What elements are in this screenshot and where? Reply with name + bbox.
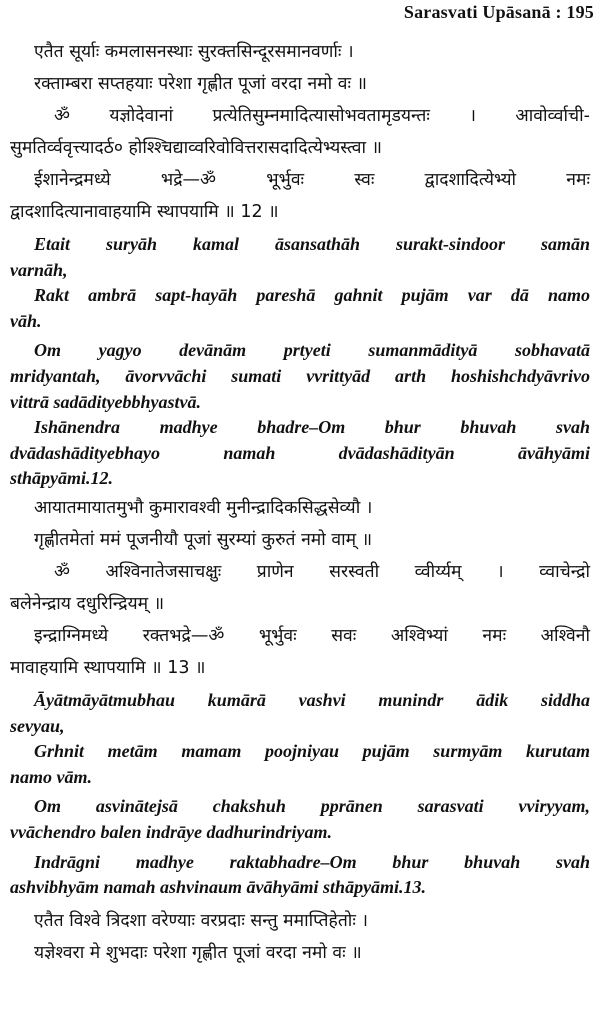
- transliteration-line: vvāchendro balen indrāye dadhurindriyam.: [10, 821, 333, 842]
- transliteration-line: Indrāgni madhye raktabhadre–Om bhur bhuvah svah: [34, 851, 590, 872]
- verse-line: रक्ताम्बरा सप्तहयाः परेशा गृह्णीत पूजां वरदा नमो वः ॥: [34, 74, 368, 94]
- mantra-line: बलेनेन्द्राय दधुरिन्द्रियम् ॥: [10, 593, 165, 614]
- transliteration-line: Ishānendra madhye bhadre–Om bhur bhuvah svah: [34, 417, 590, 438]
- invocation-line: मावाहयामि स्थापयामि ॥ 13 ॥: [10, 657, 206, 678]
- transliteration-line: Om asvinātejsā chakshuh pprānen sarasvati vviryyam,: [34, 796, 590, 817]
- invocation-line: ईशानेन्द्रमध्ये भद्रे—ॐ भूर्भुवः स्वः द्वादशादित्येभ्यो नमः: [34, 170, 590, 190]
- transliteration-line: dvādashādityebhayo namah dvādashādityān āvāhyāmi: [10, 442, 590, 463]
- transliteration-line: ashvibhyām namah ashvinaum āvāhyāmi sthāpyāmi.13.: [10, 877, 427, 898]
- transliteration-line: Om yagyo devānām prtyeti sumanmādityā sobhavatā: [34, 340, 590, 361]
- invocation-line: इन्द्राग्निमध्ये रक्तभद्रे—ॐ भूर्भुवः सवः अश्विभ्यां नमः अश्विनौ: [34, 625, 590, 646]
- transliteration-line: Rakt ambrā sapt-hayāh pareshā gahnit pujām var dā namo: [34, 285, 590, 306]
- invocation-line: द्वादशादित्यानावाहयामि स्थापयामि ॥ 12 ॥: [10, 202, 279, 222]
- page-body: [10, 36, 590, 969]
- transliteration-line: varnāh,: [10, 259, 68, 280]
- mantra-line: सुमतिर्व्ववृत्त्यादर्ठ० होश्श्चिद्याव्वरिवोवित्तरासदादित्येभ्यस्त्वा ॥: [10, 138, 383, 158]
- verse-line: गृह्णीतमेतां ममं पूजनीयौ पूजां सुरम्यां कुरुतं नमो वाम् ॥: [34, 529, 373, 550]
- mantra-line: ॐ यज्ञोदेवानां प्रत्येतिसुम्नमादित्यासोभवतामृडयन्तः । आवोर्व्वाची-: [54, 106, 590, 126]
- transliteration-line: Etait suryāh kamal āsansathāh surakt-sindoor samān: [34, 234, 590, 254]
- mantra-line: ॐ अश्विनातेजसाचक्षुः प्राणेन सरस्वती व्वीर्य्यम् । व्वाचेन्द्रो: [54, 561, 590, 582]
- running-head: Sarasvati Upāsanā : 195: [403, 2, 594, 22]
- transliteration-line: mridyantah, āvorvvāchi sumati vvrittyād arth hoshishchdyāvrivo: [10, 365, 590, 386]
- transliteration-line: sthāpyāmi.12.: [10, 468, 114, 489]
- transliteration-line: namo vām.: [10, 766, 93, 787]
- verse-line: एतैत विश्वे त्रिदशा वरेण्याः वरप्रदाः सन्तु ममाप्तिहेतोः ।: [34, 910, 369, 931]
- transliteration-line: Grhnit metām mamam poojniyau pujām surmyām kurutam: [34, 741, 590, 762]
- verse-line: एतैत सूर्याः कमलासनस्थाः सुरक्तसिन्दूरसमानवर्णाः ।: [34, 42, 354, 62]
- transliteration-line: Āyātmāyātmubhau kumārā vashvi munindr ādik siddha: [34, 689, 590, 710]
- transliteration-line: vittrā sadādityebbhyastvā.: [10, 391, 201, 412]
- transliteration-line: vāh.: [10, 310, 42, 331]
- verse-line: आयातमायातमुभौ कुमारावश्वी मुनीन्द्रादिकसिद्धसेव्यौ ।: [34, 497, 373, 518]
- transliteration-line: sevyau,: [10, 715, 65, 736]
- verse-line: यज्ञेश्वरा मे शुभदाः परेशा गृह्णीत पूजां वरदा नमो वः ॥: [34, 942, 362, 963]
